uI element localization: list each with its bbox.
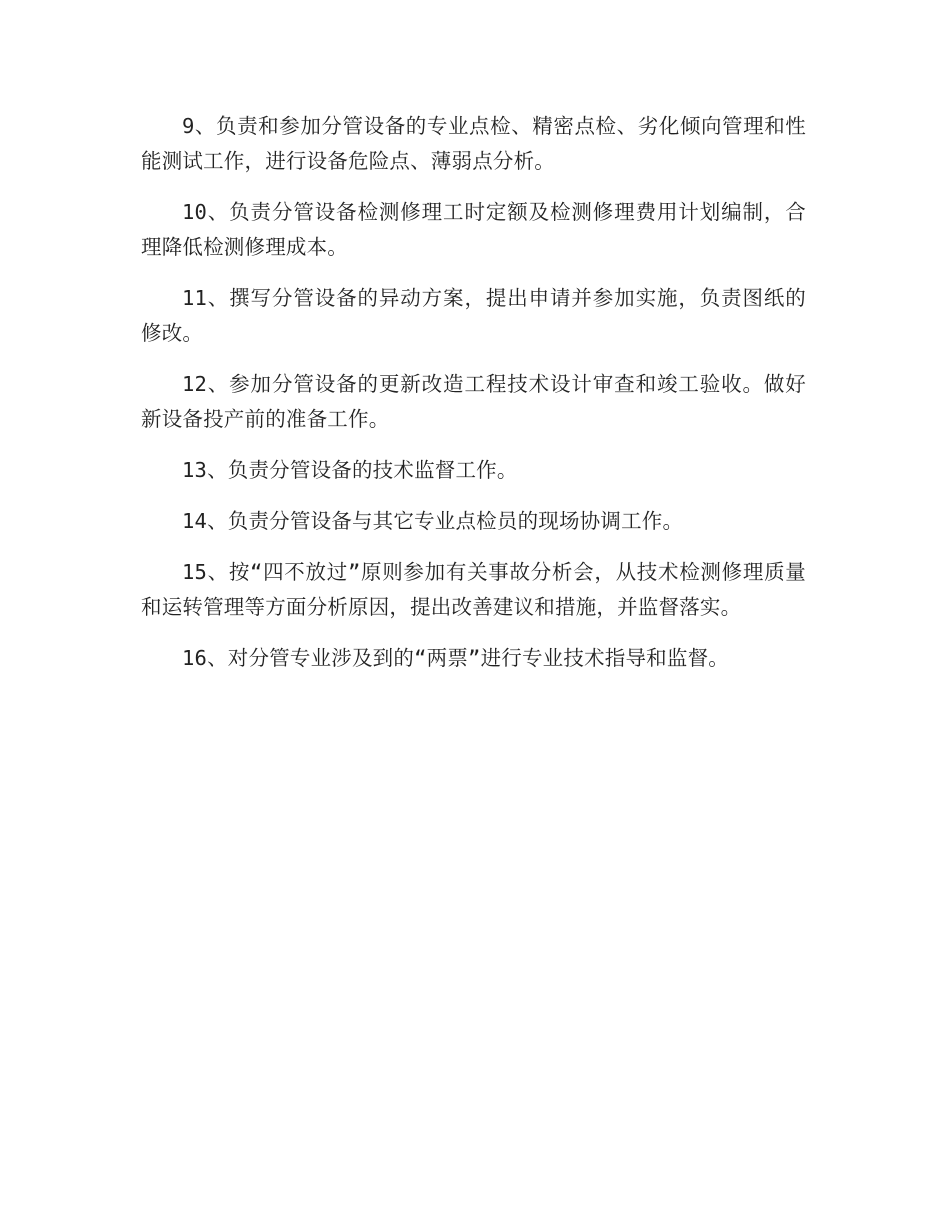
paragraph-item-14: 14、负责分管设备与其它专业点检员的现场协调工作。: [182, 509, 684, 533]
paragraph-item-11: 11、撰写分管设备的异动方案，提出申请并参加实施，负责图纸的修改。: [141, 286, 806, 345]
paragraph-item-10: 10、负责分管设备检测修理工时定额及检测修理费用计划编制，合理降低检测修理成本。: [141, 200, 806, 259]
paragraph-item-9: 9、负责和参加分管设备的专业点检、精密点检、劣化倾向管理和性能测试工作，进行设备危险点、薄弱点分析。: [141, 114, 806, 173]
paragraph-item-13: 13、负责分管设备的技术监督工作。: [182, 458, 518, 482]
paragraph-item-12: 12、参加分管设备的更新改造工程技术设计审查和竣工验收。做好新设备投产前的准备工作。: [141, 372, 806, 431]
document-body: [141, 109, 806, 692]
paragraph-item-15: 15、按“四不放过”原则参加有关事故分析会，从技术检测修理质量和运转管理等方面分析原因，提出改善建议和措施，并监督落实。: [141, 560, 806, 619]
paragraph-item-16: 16、对分管专业涉及到的“两票”进行专业技术指导和监督。: [182, 646, 729, 670]
